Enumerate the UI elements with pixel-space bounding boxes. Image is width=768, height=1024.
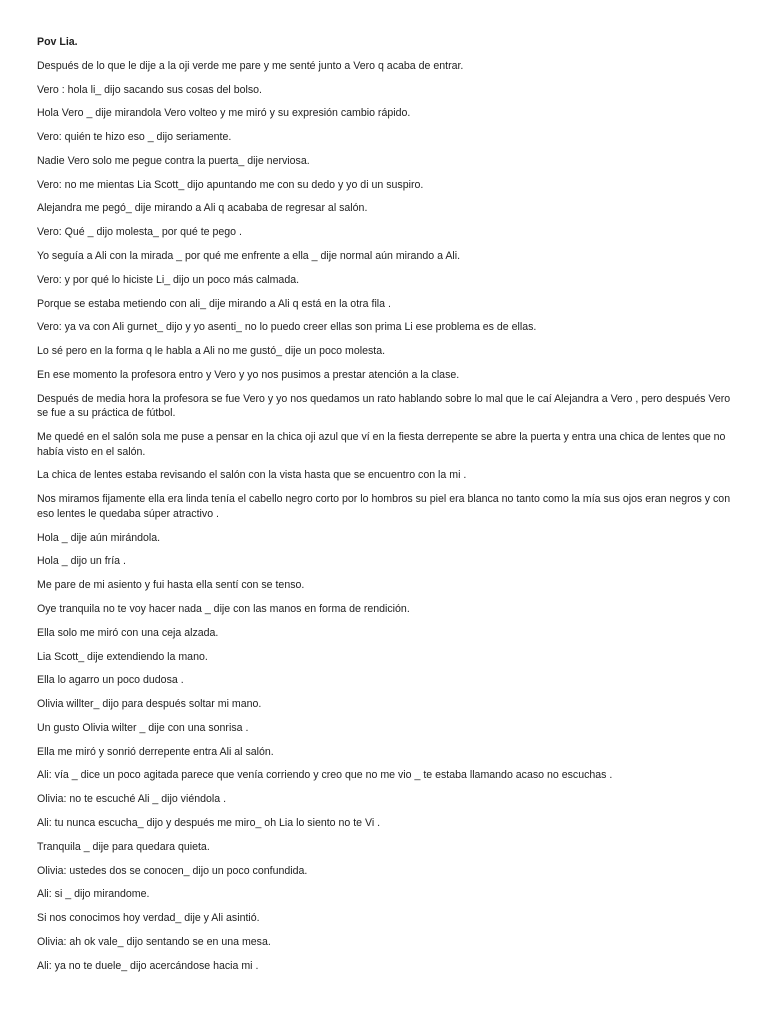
paragraph: Vero: quién te hizo eso _ dijo seriamente. xyxy=(37,131,232,144)
paragraph: Me quedé en el salón sola me puse a pensar en la chica oji azul que ví en la fiesta derrepente se abre la puerta y entra una chica de lentes que no había visto en el salón. xyxy=(37,431,726,458)
paragraph: Vero: ya va con Ali gurnet_ dijo y yo asenti_ no lo puedo creer ellas son prima Li ese problema es de ellas. xyxy=(37,321,537,334)
paragraph: Olivia willter_ dijo para después soltar mi mano. xyxy=(37,698,262,711)
paragraph: Oye tranquila no te voy hacer nada _ dije con las manos en forma de rendición. xyxy=(37,602,410,615)
paragraph: Ella lo agarro un poco dudosa . xyxy=(37,674,184,687)
paragraph: Olivia: no te escuché Ali _ dijo viéndola . xyxy=(37,793,227,806)
document-body xyxy=(37,59,732,974)
paragraph: Vero: y por qué lo hiciste Li_ dijo un poco más calmada. xyxy=(37,273,300,286)
paragraph: Ali: tu nunca escucha_ dijo y después me miro_ oh Lia lo siento no te Vi . xyxy=(37,817,381,829)
paragraph: Después de media hora la profesora se fue Vero y yo nos quedamos un rato hablando sobre lo mal que le caí Alejandra a Vero , pero después Vero se fue a su práctica de fútbol. xyxy=(37,392,731,420)
paragraph: Ella me miró y sonrió derrepente entra Ali al salón. xyxy=(37,745,274,758)
paragraph: Después de lo que le dije a la oji verde me pare y me senté junto a Vero q acaba de entrar. xyxy=(37,59,464,72)
paragraph: Ali: si _ dijo mirandome. xyxy=(37,888,150,901)
paragraph: Lo sé pero en la forma q le habla a Ali no me gustó_ dije un poco molesta. xyxy=(37,345,386,358)
paragraph: Nos miramos fijamente ella era linda tenía el cabello negro corto por lo hombros su piel era blanca no tanto como la mía sus ojos eran negros y con eso lentes le quedaba súper atractivo . xyxy=(37,493,731,520)
paragraph: Ali: vía _ dice un poco agitada parece que venía corriendo y creo que no me vio _ te estaba llamando acaso no escuchas . xyxy=(37,769,613,782)
paragraph: Alejandra me pegó_ dije mirando a Ali q acababa de regresar al salón. xyxy=(37,202,368,215)
paragraph: Si nos conocimos hoy verdad_ dije y Ali asintió. xyxy=(37,912,260,925)
paragraph: Vero: no me mientas Lia Scott_ dijo apuntando me con su dedo y yo di un suspiro. xyxy=(37,178,424,191)
paragraph: Me pare de mi asiento y fui hasta ella sentí con se tenso. xyxy=(37,579,305,592)
paragraph: En ese momento la profesora entro y Vero y yo nos pusimos a prestar atención a la clase. xyxy=(37,368,460,381)
paragraph: Hola Vero _ dije mirandola Vero volteo y me miró y su expresión cambio rápido. xyxy=(37,107,411,120)
paragraph: Lia Scott_ dije extendiendo la mano. xyxy=(37,650,208,663)
paragraph: Olivia: ah ok vale_ dijo sentando se en una mesa. xyxy=(37,935,271,948)
paragraph: Vero : hola li_ dijo sacando sus cosas del bolso. xyxy=(37,83,262,96)
paragraph: Porque se estaba metiendo con ali_ dije mirando a Ali q está en la otra fila . xyxy=(37,297,391,310)
paragraph: La chica de lentes estaba revisando el salón con la vista hasta que se encuentro con la mi . xyxy=(37,469,467,482)
paragraph: Nadie Vero solo me pegue contra la puerta_ dije nerviosa. xyxy=(37,154,310,167)
paragraph: Vero: Qué _ dijo molesta_ por qué te pego . xyxy=(37,226,242,239)
paragraph: Tranquila _ dije para quedara quieta. xyxy=(37,840,210,853)
paragraph: Un gusto Olivia wilter _ dije con una sonrisa . xyxy=(37,721,249,734)
paragraph: Yo seguía a Ali con la mirada _ por qué me enfrente a ella _ dije normal aún mirando a Ali. xyxy=(37,250,461,263)
document-title: Pov Lia. xyxy=(37,36,78,48)
paragraph: Hola _ dijo un fría . xyxy=(37,555,126,568)
paragraph: Ali: ya no te duele_ dijo acercándose hacia mi . xyxy=(37,959,259,972)
paragraph: Hola _ dije aún mirándola. xyxy=(37,531,161,544)
paragraph: Olivia: ustedes dos se conocen_ dijo un poco confundida. xyxy=(37,864,308,877)
paragraph: Ella solo me miró con una ceja alzada. xyxy=(37,626,219,639)
